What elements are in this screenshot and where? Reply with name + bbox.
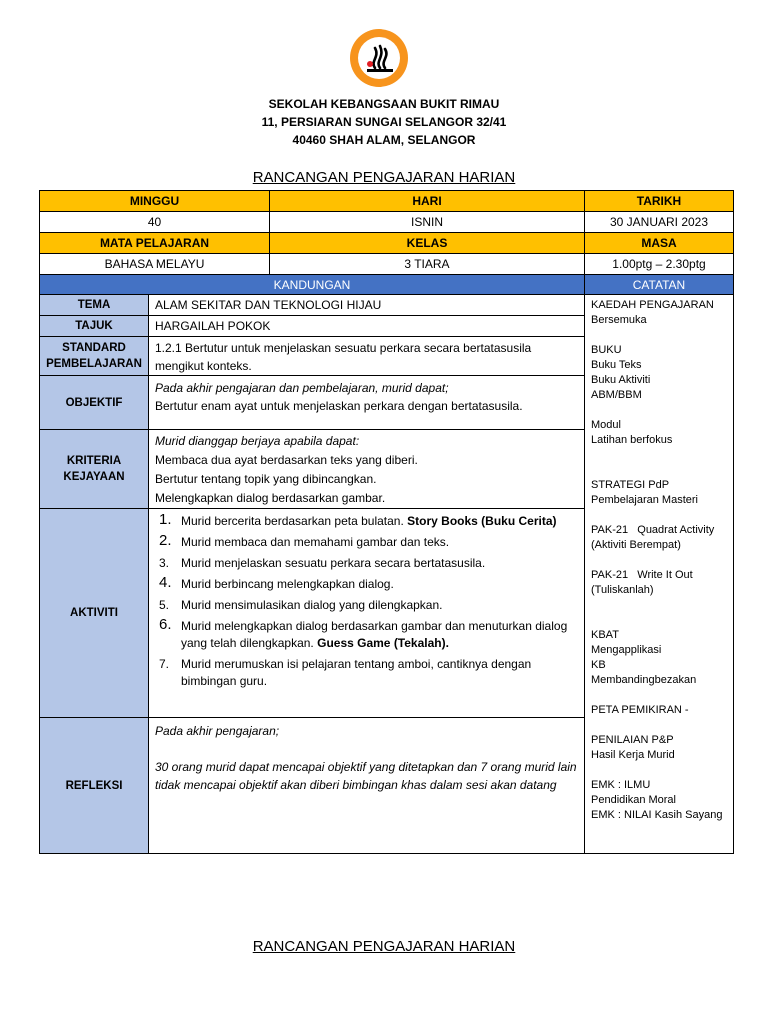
catatan-line [591, 328, 727, 343]
kriteria-intro: Murid dianggap berjaya apabila dapat: [155, 434, 360, 448]
standard-value: 1.2.1 Bertutur untuk menjelaskan sesuatu perkara secara bertatasusila mengikut konteks. [149, 337, 585, 376]
catatan-line: Pendidikan Moral [591, 794, 676, 806]
school-name: SEKOLAH KEBANGSAAN BUKIT RIMAU [268, 97, 500, 111]
standard-label [40, 337, 149, 376]
catatan-line: PENILAIAN P&P [591, 734, 674, 746]
aktiviti-item [155, 656, 578, 690]
school-address-line2: 40460 SHAH ALAM, SELANGOR [292, 133, 476, 147]
hari-header: HARI [270, 191, 585, 212]
catatan-line: KAEDAH PENGAJARAN [591, 299, 714, 311]
catatan-line: EMK : ILMU [591, 779, 651, 791]
masa-header: MASA [585, 233, 734, 254]
refleksi-cell [149, 718, 585, 854]
page-title-bottom: RANCANGAN PENGAJARAN HARIAN [252, 938, 516, 955]
catatan-line [591, 763, 727, 778]
kelas-header: KELAS [270, 233, 585, 254]
aktiviti-num: 3. [159, 556, 170, 570]
masa-value: 1.00ptg – 2.30ptg [585, 254, 734, 275]
aktiviti-item [155, 513, 578, 530]
objektif-cell [149, 376, 585, 430]
aktiviti-label: AKTIVITI [40, 509, 149, 718]
minggu-value: 40 [40, 212, 270, 233]
catatan-list [591, 298, 727, 823]
aktiviti-text: Murid mensimulasikan dialog yang dilengkapkan. [181, 598, 443, 612]
objektif-value: Bertutur enam ayat untuk menjelaskan perkara dengan bertatasusila. [155, 399, 523, 413]
aktiviti-text: Murid berbincang melengkapkan dialog. [181, 577, 394, 591]
aktiviti-text: Murid menjelaskan sesuatu perkara secara bertatasusila. [181, 556, 486, 570]
catatan-line [591, 613, 727, 628]
catatan-line: PAK-21 Write It Out [591, 569, 693, 581]
catatan-line: (Aktiviti Berempat) [591, 539, 681, 551]
logo-dot [367, 61, 373, 67]
catatan-line [591, 448, 727, 463]
catatan-line [591, 598, 727, 613]
kriteria-cell [149, 430, 585, 509]
kriteria-item: Melengkapkan dialog berdasarkan gambar. [155, 491, 386, 505]
aktiviti-num: 6. [159, 616, 172, 633]
catatan-line: Hasil Kerja Murid [591, 749, 675, 761]
page-title: RANCANGAN PENGAJARAN HARIAN [252, 169, 516, 186]
lesson-plan-table [39, 190, 734, 854]
kriteria-item: Bertutur tentang topik yang dibincangkan. [155, 472, 377, 486]
catatan-line: Bersemuka [591, 314, 647, 326]
kriteria-label-line2: KEJAYAAN [63, 471, 125, 483]
refleksi-intro: Pada akhir pengajaran; [155, 724, 280, 738]
aktiviti-text: Murid melengkapkan dialog berdasarkan gambar dan menuturkan dialog yang telah dilengkapkan. [181, 619, 568, 650]
catatan-line: STRATEGI PdP [591, 479, 670, 491]
aktiviti-text: Murid merumuskan isi pelajaran tentang amboi, cantiknya dengan bimbingan guru. [181, 657, 532, 688]
kelas-value: 3 TIARA [270, 254, 585, 275]
standard-label-line2: PEMBELAJARAN [46, 358, 142, 370]
aktiviti-item [155, 555, 578, 572]
aktiviti-num: 4. [159, 574, 172, 591]
catatan-line [591, 403, 727, 418]
catatan-line: ABM/BBM [591, 389, 642, 401]
aktiviti-num: 7. [159, 657, 170, 671]
school-address-line1: 11, PERSIARAN SUNGAI SELANGOR 32/41 [261, 115, 507, 129]
objektif-intro: Pada akhir pengajaran dan pembelajaran, murid dapat; [155, 381, 449, 395]
tarikh-value: 30 JANUARI 2023 [585, 212, 734, 233]
catatan-line [591, 463, 727, 478]
aktiviti-item [155, 576, 578, 593]
kandungan-header: KANDUNGAN [40, 275, 585, 295]
aktiviti-num: 1. [159, 511, 172, 528]
tema-label: TEMA [40, 295, 149, 316]
tema-value: ALAM SEKITAR DAN TEKNOLOGI HIJAU [149, 295, 585, 316]
aktiviti-item [155, 597, 578, 614]
catatan-line: BUKU [591, 344, 622, 356]
catatan-header: CATATAN [585, 275, 734, 295]
aktiviti-list [155, 509, 578, 690]
aktiviti-num: 5. [159, 598, 170, 612]
catatan-line [591, 688, 727, 703]
catatan-line: Buku Aktiviti [591, 374, 651, 386]
catatan-line: (Tuliskanlah) [591, 584, 654, 596]
tajuk-label: TAJUK [40, 316, 149, 337]
hari-value: ISNIN [270, 212, 585, 233]
tajuk-value: HARGAILAH POKOK [149, 316, 585, 337]
catatan-line: Modul [591, 419, 621, 431]
catatan-line: Latihan berfokus [591, 434, 673, 446]
kriteria-item: Membaca dua ayat berdasarkan teks yang diberi. [155, 453, 418, 467]
mata-pelajaran-value: BAHASA MELAYU [40, 254, 270, 275]
tarikh-header: TARIKH [585, 191, 734, 212]
school-logo [349, 28, 409, 88]
aktiviti-text: Murid bercerita berdasarkan peta bulatan. [181, 514, 408, 528]
aktiviti-num: 2. [159, 532, 172, 549]
catatan-line: PAK-21 Quadrat Activity [591, 524, 715, 536]
logo-bar [367, 69, 393, 72]
standard-label-line1: STANDARD [62, 342, 126, 354]
catatan-line: KB [591, 659, 606, 671]
aktiviti-cell [149, 509, 585, 718]
kriteria-label [40, 430, 149, 509]
refleksi-value: 30 orang murid dapat mencapai objektif yang ditetapkan dan 7 orang murid lain tidak mencapai objektif akan diberi bimbingan khas dalam sesi akan datang [155, 760, 577, 792]
catatan-line [591, 718, 727, 733]
catatan-line [591, 553, 727, 568]
catatan-line: PETA PEMIKIRAN - [591, 704, 689, 716]
minggu-header: MINGGU [40, 191, 270, 212]
catatan-column [585, 295, 734, 854]
aktiviti-bold: Guess Game (Tekalah). [317, 636, 449, 650]
catatan-line: EMK : NILAI Kasih Sayang [591, 809, 723, 821]
catatan-line: KBAT [591, 629, 619, 641]
objektif-label: OBJEKTIF [40, 376, 149, 430]
aktiviti-bold: Story Books (Buku Cerita) [407, 514, 557, 528]
catatan-line [591, 508, 727, 523]
kriteria-label-line1: KRITERIA [66, 455, 122, 467]
mata-pelajaran-header: MATA PELAJARAN [40, 233, 270, 254]
catatan-line: Buku Teks [591, 359, 642, 371]
catatan-line: Pembelajaran Masteri [591, 494, 698, 506]
aktiviti-item [155, 618, 578, 652]
aktiviti-item [155, 534, 578, 551]
catatan-line: Membandingbezakan [591, 674, 697, 686]
aktiviti-text: Murid membaca dan memahami gambar dan teks. [181, 535, 450, 549]
refleksi-label: REFLEKSI [40, 718, 149, 854]
catatan-line: Mengapplikasi [591, 644, 662, 656]
